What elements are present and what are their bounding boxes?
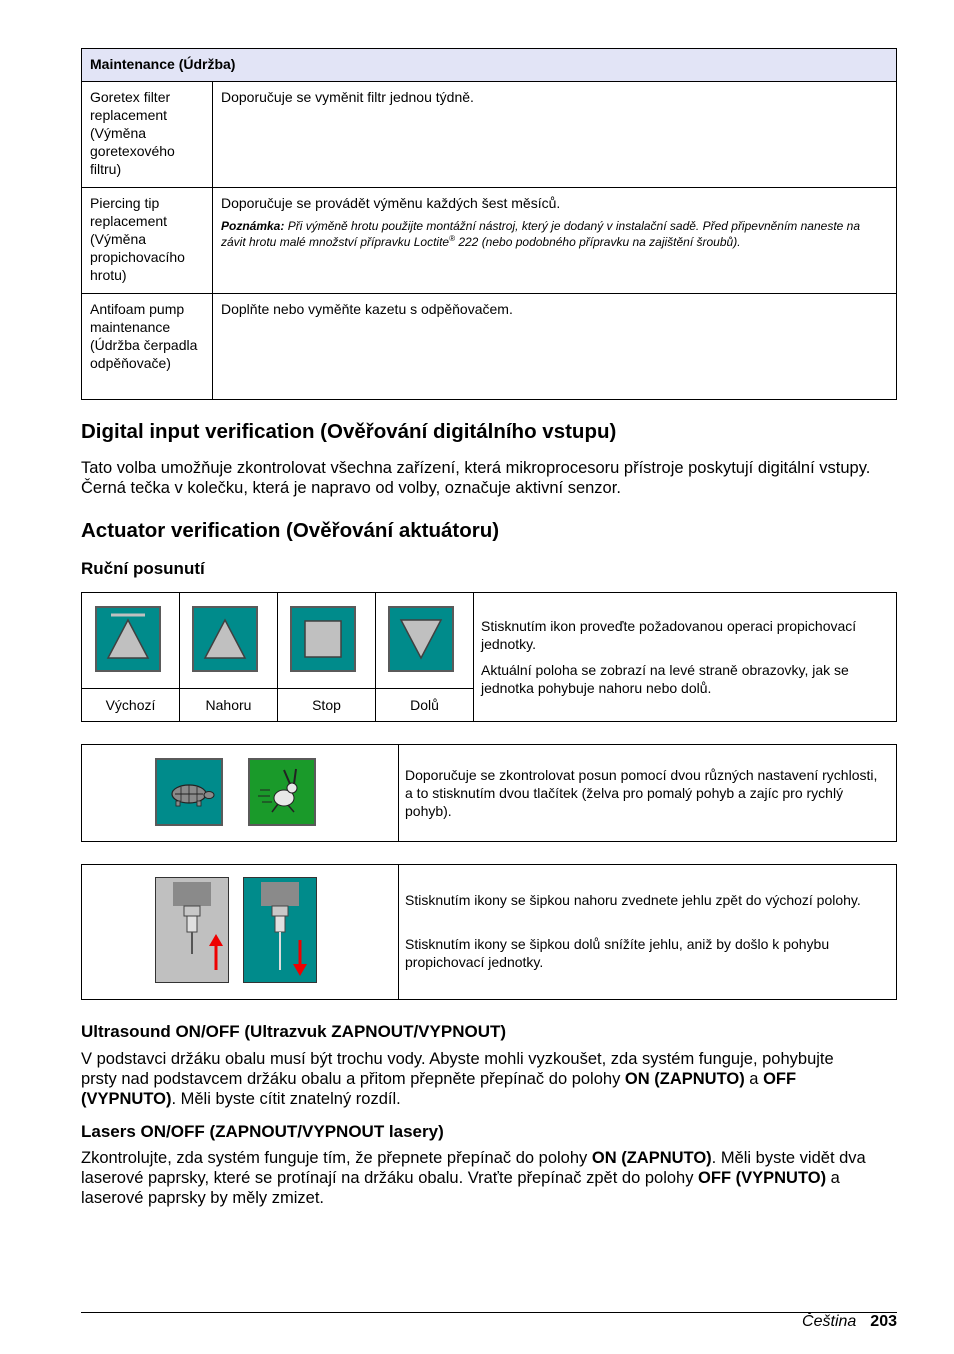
table-cell-desc-text: Doporučuje se provádět výměnu každých šest měsíců. [221,195,561,211]
ultrasound-text [81,1049,871,1109]
speed-table [81,744,897,842]
up-icon[interactable] [192,606,258,672]
button-label-home: Výchozí [105,697,156,713]
lasers-text [81,1148,891,1208]
footer [802,1312,897,1332]
ultrasound-on: ON (ZAPNUTO) [624,1070,745,1088]
needle-down-icon[interactable] [243,877,317,983]
ultrasound-text-2: . Měli byste cítit znatelný rozdíl. [171,1090,401,1108]
needle-text-2: Stisknutím ikony se šipkou dolů snížíte jehlu, aniž by došlo k pohybu propichovací jednotky. [405,936,830,970]
table-cell-desc [213,188,897,294]
table-cell-name: Piercing tip replacement (Výměna propichovacího hrotu) [82,188,213,294]
page-number: 203 [870,1313,897,1330]
needle-text-1: Stisknutím ikony se šipkou nahoru zvednete jehlu zpět do výchozí polohy. [405,892,861,908]
footer-language: Čeština [802,1313,857,1330]
note-text: Při výměně hrotu použijte montážní nástroj, který je dodaný v instalační sadě. Před připevněním naneste na závit hrotu malé množství přípravku Loctite [221,219,861,249]
buttons-table [81,592,897,722]
ultrasound-text-1: V podstavci držáku obalu musí být trochu vody. Abyste mohli vyzkoušet, zda systém funguje, pohybujte prsty nad podstavcem držáku obalu a přitom přepněte přepínač do polohy [81,1050,834,1088]
maintenance-table [81,48,897,400]
needle-table [81,864,897,1000]
page-content [81,48,897,1207]
button-label-down: Dolů [410,697,439,713]
digital-heading: Digital input verification (Ověřování digitálního vstupu) [81,420,617,443]
maintenance-table-header: Maintenance (Údržba) [82,49,897,82]
stop-icon[interactable] [290,606,356,672]
note-text-end: 222 (nebo podobného přípravku na zajištění šroubů). [455,235,741,249]
lasers-text-2: . Měli byste vidět dva laserové paprsky, které se protínají na držáku obalu. Vraťte přepínač zpět do polohy [81,1149,866,1187]
button-label-up: Nahoru [205,697,252,713]
table-cell-desc: Doporučuje se vyměnit filtr jednou týdně. [213,82,897,188]
ultrasound-heading: Ultrasound ON/OFF (Ultrazvuk ZAPNOUT/VYPNOUT) [81,1022,507,1041]
footer-divider [81,1312,897,1313]
lasers-off: OFF (VYPNUTO) [698,1169,827,1187]
ultrasound-off: OFF (VYPNUTO) [81,1070,797,1108]
table-cell-name: Antifoam pump maintenance (Údržba čerpadla odpěňovače) [82,294,213,400]
lasers-text-1: Zkontrolujte, zda systém funguje tím, že přepnete přepínač do polohy [81,1149,592,1167]
turtle-icon[interactable] [155,758,223,826]
lasers-heading: Lasers ON/OFF (ZAPNOUT/VYPNOUT lasery) [81,1122,444,1141]
lasers-on: ON (ZAPNUTO) [591,1149,712,1167]
table-cell-desc: Doplňte nebo vyměňte kazetu s odpěňovačem. [213,294,897,400]
registered-mark: ® [449,234,455,243]
actuator-heading: Actuator verification (Ověřování aktuátoru) [81,519,500,542]
buttons-text-2: Aktuální poloha se zobrazí na levé straně obrazovky, jak se jednotka pohybuje nahoru nebo dolů. [481,662,849,696]
needle-up-icon[interactable] [155,877,229,983]
digital-text: Tato volba umožňuje zkontrolovat všechna zařízení, která mikroprocesoru přístroje poskytují digitální vstupy. Černá tečka v kolečku, která je napravo od volby, označuje aktivní senzor. [81,459,871,497]
buttons-text-1: Stisknutím ikon proveďte požadovanou operaci propichovací jednotky. [481,618,857,652]
table-row [82,188,897,294]
manual-heading: Ruční posunutí [81,559,205,578]
note-label: Poznámka: [221,219,285,233]
table-row [82,294,897,400]
down-icon[interactable] [388,606,454,672]
table-cell-name: Goretex filter replacement (Výměna goretexového filtru) [82,82,213,188]
button-label-stop: Stop [312,697,341,713]
rabbit-icon[interactable] [248,758,316,826]
lasers-text-3: a laserové paprsky by měly zmizet. [81,1169,840,1207]
ultrasound-mid: a [744,1070,764,1088]
table-row [82,82,897,188]
note [221,218,888,250]
speed-text: Doporučuje se zkontrolovat posun pomocí dvou různých nastavení rychlosti, a to stisknutím dvou tlačítek (želva pro pomalý pohyb a zajíc pro rychlý pohyb). [405,767,878,819]
home-icon[interactable] [95,606,161,672]
